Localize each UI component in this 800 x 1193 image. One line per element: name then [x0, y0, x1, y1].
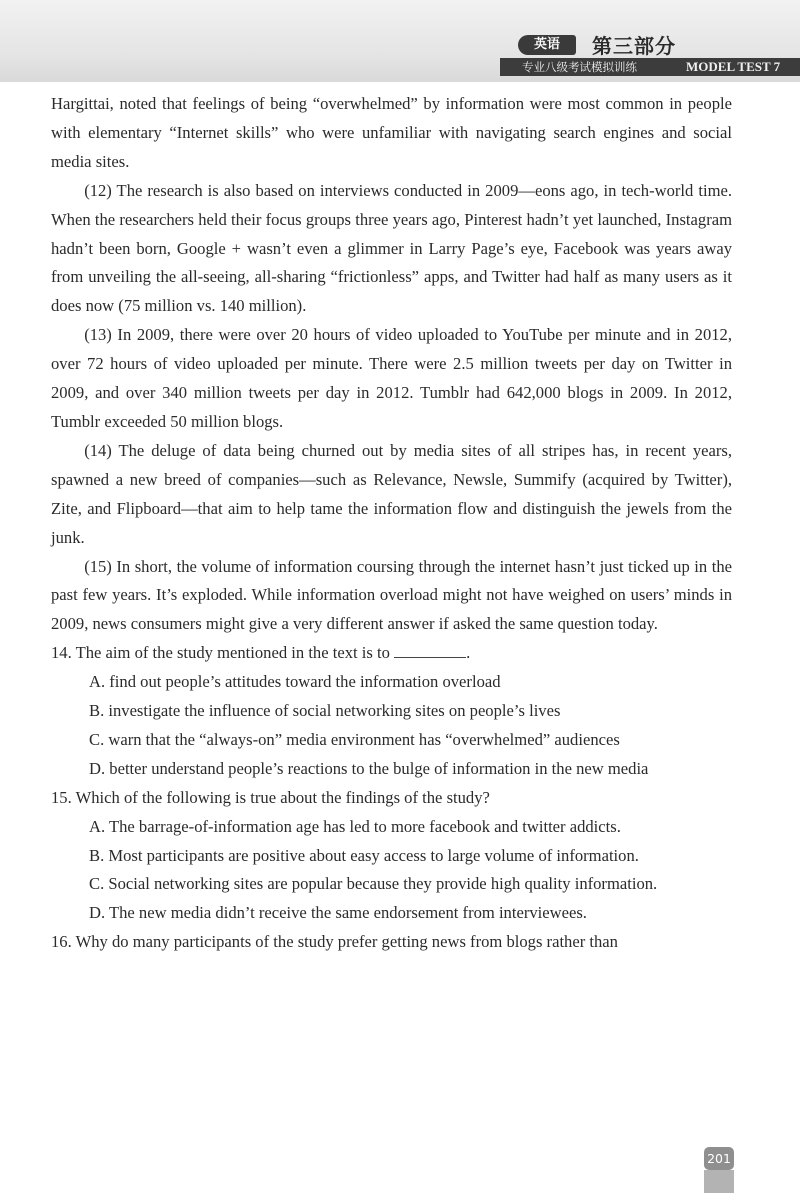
paragraph-15: (15) In short, the volume of information coursing through the internet hasn’t just ticked up in the past few years. It’s exploded. While information overload might not have weighed on users’ minds in 2009, news consumers might give a very different answer if asked the same question today. — [51, 556, 732, 634]
paragraph-13: (13) In 2009, there were over 20 hours of video uploaded to YouTube per minute and in 2012, over 72 hours of video uploaded per minute. There were 2.5 million tweets per day on Twitter in 2009, and over 340 million tweets per day in 2012. Tumblr had 642,000 blogs in 2009. In 2012, Tumblr exceeded 50 million blogs. — [51, 325, 732, 431]
answer-blank[interactable] — [394, 639, 466, 658]
option-a[interactable]: A. The barrage-of-information age has led to more facebook and twitter addicts. — [89, 816, 621, 836]
question-stem: 14. The aim of the study mentioned in the text is to . — [51, 639, 732, 668]
model-test-label: MODEL TEST 7 — [686, 59, 781, 74]
series-title: 专业八级考试模拟训练 — [522, 60, 637, 74]
paragraph-14: (14) The deluge of data being churned out by media sites of all stripes has, in recent years, spawned a new breed of companies—such as Relevance, Newsle, Summify (acquired by Twitter), Zite, and Flipboard—that aim to help tame the information flow and distinguish the jewels from the junk. — [51, 440, 732, 547]
option-a[interactable]: A. find out people’s attitudes toward the information overload — [89, 672, 501, 692]
paragraph-12: (12) The research is also based on interviews conducted in 2009—eons ago, in tech-world time. When the researchers held their focus groups three years ago, Pinterest hadn’t yet launched, Instagram hadn’t been born, Google + wasn’t even a glimmer in Larry Page’s eye, Facebook was years away from unveiling the all-seeing, all-sharing “frictionless” apps, and Twitter had half as many users as it does now (75 million vs. 140 million). — [51, 180, 732, 316]
paragraph-continued: Hargittai, noted that feelings of being “overwhelmed” by information were most common in people with elementary “Internet skills” who were unfamiliar with navigating search engines and social media sites. — [51, 94, 732, 171]
page-tab-decoration — [704, 1170, 734, 1193]
option-d[interactable]: D. better understand people’s reactions to the bulge of information in the new media — [89, 758, 649, 778]
series-bar — [500, 58, 800, 76]
options-list — [51, 668, 732, 784]
question-stem: 15. Which of the following is true about the findings of the study? — [51, 787, 490, 807]
question-14 — [51, 639, 732, 784]
subject-badge: 英语 — [518, 35, 576, 55]
option-b[interactable]: B. Most participants are positive about easy access to large volume of information. — [89, 845, 639, 865]
option-b[interactable]: B. investigate the influence of social networking sites on people’s lives — [89, 701, 561, 721]
passage-body — [51, 90, 732, 957]
options-list — [51, 813, 732, 929]
question-15 — [51, 784, 732, 929]
option-c[interactable]: C. Social networking sites are popular because they provide high quality information. — [89, 874, 658, 894]
page-number: 201 — [704, 1147, 734, 1170]
part-title: 第三部分 — [592, 34, 676, 58]
question-16 — [51, 928, 732, 957]
option-d[interactable]: D. The new media didn’t receive the same endorsement from interviewees. — [89, 903, 587, 923]
question-stem: 16. Why do many participants of the study prefer getting news from blogs rather than — [51, 932, 618, 952]
option-c[interactable]: C. warn that the “always-on” media environment has “overwhelmed” audiences — [89, 729, 620, 749]
page-header — [0, 0, 800, 82]
